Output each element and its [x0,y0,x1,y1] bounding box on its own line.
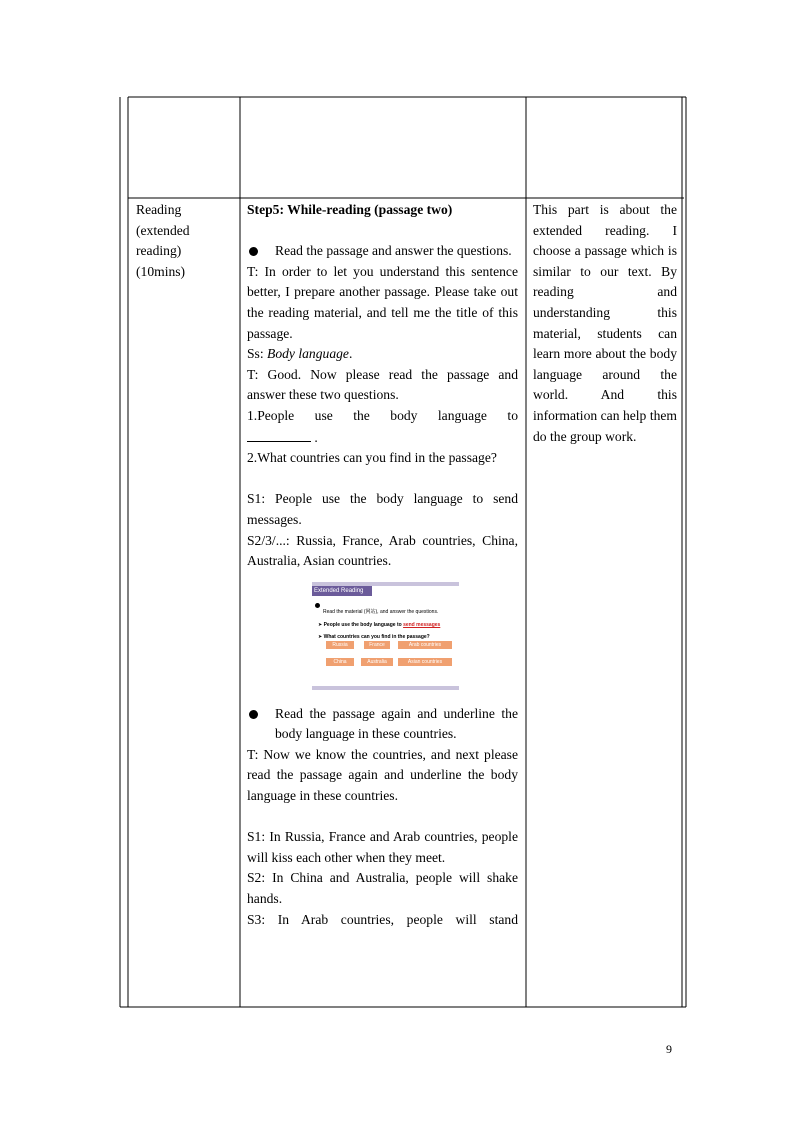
teacher-line: T: Good. Now please read the passage and answer these two questions. [247,366,518,403]
country-tag: Asian countries [398,658,452,666]
student-line: S1: In Russia, France and Arab countries, people will kiss each other when they meet. [247,829,518,865]
passage-title: Body language [267,346,349,362]
student-line: S2/3/...: Russia, France, Arab countries, China, Australia, Asian countries. [247,532,518,569]
slide-q1-answer: send messages [403,621,441,628]
bullet-item [247,241,518,262]
country-tag: Arab countries [398,641,452,649]
stage-line: (extended [136,222,190,238]
student-line: S1: People use the body language to send messages. [247,491,518,527]
stage-line: reading) [136,243,182,259]
arrow-icon: ➤ [318,633,323,640]
student-line [247,344,518,365]
purpose-cell [533,200,677,447]
bullet-text: Read the passage and answer the questions. [275,243,512,259]
student-line: S3: In Arab countries, people will stand [247,911,518,927]
answer-blank [247,427,311,442]
question-line: 1.People use the body language to [247,407,518,423]
country-tag: Russia [326,641,354,649]
page-number: 9 [666,1042,672,1056]
bullet-item [247,704,518,745]
step-title: Step5: While-reading (passage two) [247,202,453,217]
slide-instruction: Read the material (网站), and answer the questions. [323,608,439,615]
student-prefix: Ss: [247,346,268,362]
slide-bottom-bar [312,686,459,690]
teacher-line: T: In order to let you understand this sentence better, I prepare another passage. Please take out the reading material, and tell me the title of this passage. [247,263,518,341]
bullet-dot-icon [249,247,258,256]
purpose-text: This part is about the extended reading. I choose a passage which is similar to our text. By reading and understanding this material, students can learn more about the body language around the world. And this information can help them do the group work. [533,202,677,444]
stage-cell [136,200,232,282]
slide-screenshot [312,582,459,690]
bullet-text: Read the passage again and underline the body language in these countries. [275,705,518,742]
student-suffix: . [348,346,353,362]
slide-q2-text: What countries can you find in the passage? [323,633,430,640]
student-line: S2: In China and Australia, people will shake hands. [247,870,518,907]
question-suffix: . [314,429,318,445]
stage-line: Reading [136,202,182,217]
country-tag: Australia [361,658,393,666]
teacher-line: T: Now we know the countries, and next please read the passage again and underline the body language in these countries. [247,746,518,804]
question-blank-line [247,427,518,449]
slide-heading: Extended Reading [312,586,372,596]
question-line: 2.What countries can you find in the passage? [247,450,497,466]
stage-line: (10mins) [136,263,186,279]
slide-q1-prefix: People use the body language to [323,621,402,628]
arrow-icon: ➤ [318,621,323,628]
slide-bullet-icon [315,603,320,608]
country-tag: China [326,658,354,666]
bullet-dot-icon [249,710,258,719]
country-tag: France [364,641,390,649]
procedure-cell [247,200,518,930]
